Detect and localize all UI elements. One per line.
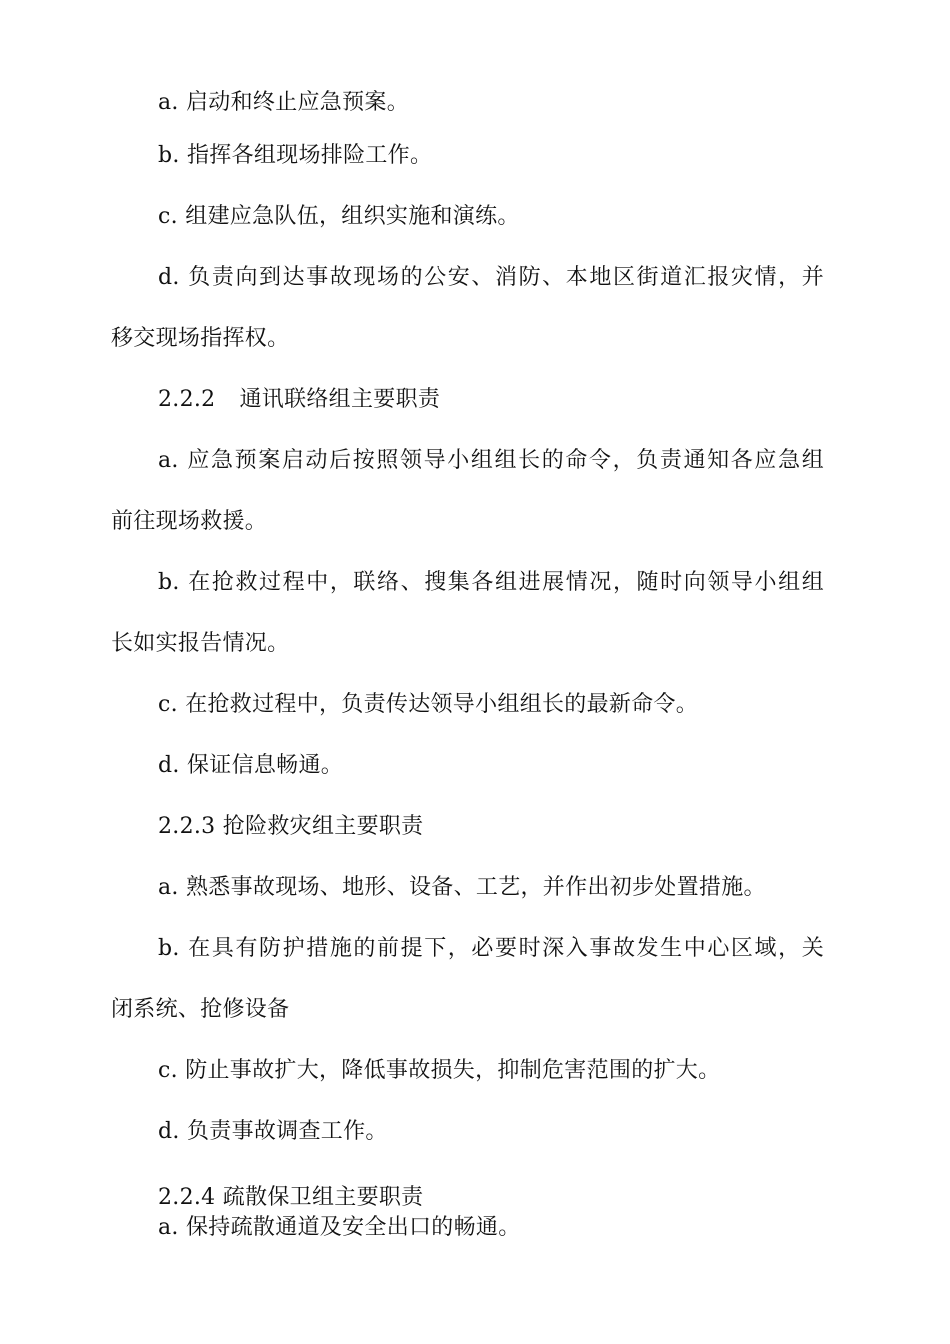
text-line: d. 保证信息畅通。 [158,753,344,778]
text-line: a. 保持疏散通道及安全出口的畅通。 [158,1215,521,1240]
section-heading: 2.2.3 抢险救灾组主要职责 [158,814,424,839]
text-line: b. 在具有防护措施的前提下，必要时深入事故发生中心区域，关 [158,936,824,961]
text-line: 前往现场救援。 [111,509,268,534]
text-line: 闭系统、抢修设备 [111,997,290,1022]
text-line: b. 在抢救过程中，联络、搜集各组进展情况，随时向领导小组组 [158,570,824,595]
text-line: 移交现场指挥权。 [111,326,290,351]
text-line: b. 指挥各组现场排险工作。 [158,143,433,168]
section-heading [158,387,440,413]
section-number: 2.2.2 [158,387,216,412]
text-line: a. 熟悉事故现场、地形、设备、工艺，并作出初步处置措施。 [158,875,766,900]
text-line: 长如实报告情况。 [111,631,290,656]
text-line: c. 在抢救过程中，负责传达领导小组组长的最新命令。 [158,692,699,717]
section-title: 通讯联络组主要职责 [239,387,441,412]
section-heading: 2.2.4 疏散保卫组主要职责 [158,1185,424,1210]
text-line: d. 负责向到达事故现场的公安、消防、本地区街道汇报灾情，并 [158,265,824,290]
text-line: a. 应急预案启动后按照领导小组组长的命令，负责通知各应急组 [158,448,824,473]
text-line: d. 负责事故调查工作。 [158,1119,388,1144]
text-line: c. 防止事故扩大，降低事故损失，抑制危害范围的扩大。 [158,1058,721,1083]
text-line: c. 组建应急队伍，组织实施和演练。 [158,204,520,229]
text-line: a. 启动和终止应急预案。 [158,90,410,115]
